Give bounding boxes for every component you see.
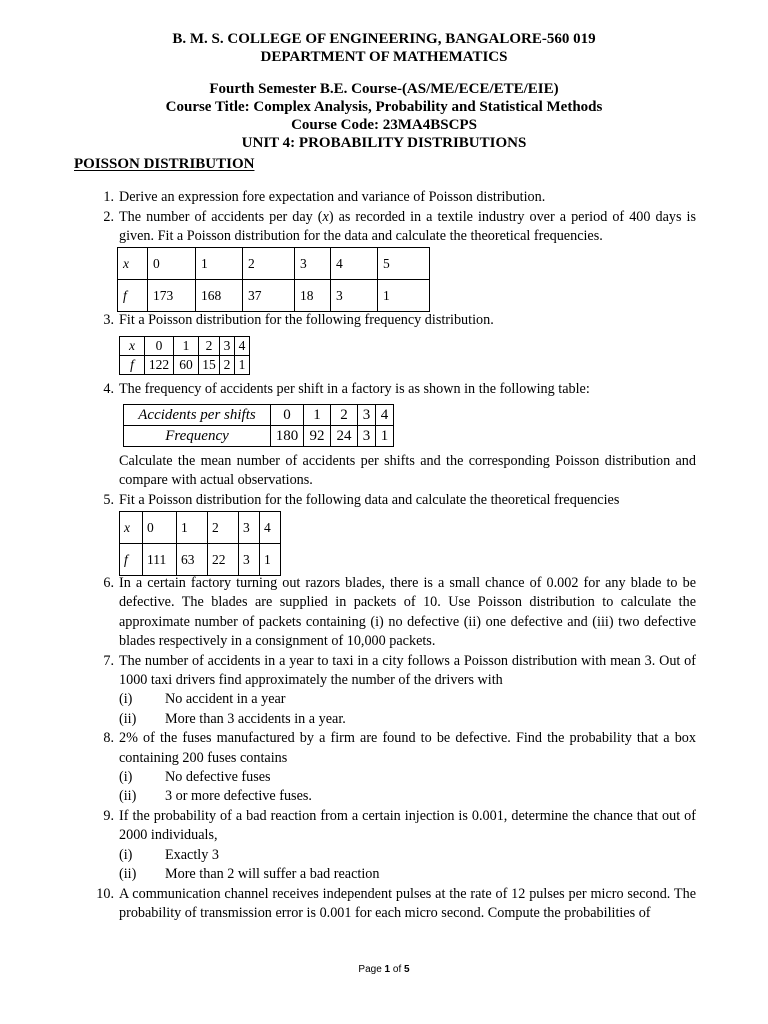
- table-cell: 4: [260, 512, 281, 544]
- question-10: [88, 885, 696, 924]
- table-cell: 1: [196, 248, 243, 280]
- table-cell: 1: [177, 512, 208, 544]
- page-footer: [0, 964, 768, 975]
- table-cell: 24: [331, 426, 358, 447]
- row-label-x: x: [120, 512, 143, 544]
- row-label-f: f: [120, 356, 145, 375]
- question-text: Fit a Poisson distribution for the following data and calculate the theoretical frequencies: [119, 492, 620, 508]
- table-cell: 1: [304, 405, 331, 426]
- row-label-f: f: [118, 280, 148, 312]
- unit-title: UNIT 4: PROBABILITY DISTRIBUTIONS: [241, 135, 527, 151]
- question-number: 1.: [103, 189, 114, 205]
- table-cell: 2: [199, 337, 220, 356]
- question-number: 7.: [103, 652, 114, 669]
- course-header: [0, 80, 768, 134]
- table-cell: 111: [143, 544, 177, 576]
- table-cell: 3: [239, 544, 260, 576]
- sub-item: (ii) 3 or more defective fuses.: [119, 788, 312, 805]
- table-cell: 18: [295, 280, 331, 312]
- college-name: B. M. S. COLLEGE OF ENGINEERING, BANGALORE-560 019: [172, 31, 596, 47]
- question-text: Calculate the mean number of accidents per shifts and the corresponding Poisson distribution and compare with actual observations.: [119, 453, 696, 489]
- table-row: [124, 426, 394, 447]
- row-label-frequency: Frequency: [124, 426, 271, 447]
- question-number: 8.: [103, 730, 114, 747]
- table-cell: 122: [145, 356, 174, 375]
- sub-item: (ii) More than 3 accidents in a year.: [119, 710, 346, 727]
- question-text: A communication channel receives independent pulses at the rate of 12 pulses per micro second. The probability of transmission error is 0.001 for each micro second. Compute the probabilities of: [119, 885, 696, 921]
- row-label-accidents: Accidents per shifts: [124, 405, 271, 426]
- table-cell: 0: [271, 405, 304, 426]
- table-cell: 1: [376, 426, 394, 447]
- semester-line: Fourth Semester B.E. Course-(AS/ME/ECE/ETE/EIE): [209, 81, 559, 97]
- table-cell: 92: [304, 426, 331, 447]
- table-row: [120, 512, 281, 544]
- table-cell: 173: [148, 280, 196, 312]
- page-total: 5: [404, 964, 410, 975]
- question-text-start: The number of accidents per day (: [119, 209, 323, 225]
- question-7: [88, 652, 696, 730]
- question-number: 5.: [103, 492, 114, 508]
- sub-item: (i) Exactly 3: [119, 846, 219, 863]
- sub-item: (i) No defective fuses: [119, 769, 271, 786]
- course-code: Course Code: 23MA4BSCPS: [291, 117, 477, 133]
- table-cell: 2: [220, 356, 235, 375]
- question-text: The number of accidents in a year to taxi in a city follows a Poisson distribution with mean 3. Out of 1000 taxi drivers find approximately the number of the drivers with: [119, 652, 696, 689]
- table-cell: 1: [174, 337, 199, 356]
- section-title: POISSON DISTRIBUTION: [74, 156, 255, 172]
- table-cell: 4: [331, 248, 378, 280]
- table-row: [120, 337, 250, 356]
- table-cell: 3: [358, 405, 376, 426]
- sub-item: (i) No accident in a year: [119, 691, 286, 708]
- table-cell: 3: [331, 280, 378, 312]
- question-number: 4.: [103, 381, 114, 397]
- table-cell: 0: [148, 248, 196, 280]
- question-8: [88, 729, 696, 807]
- question-6: [88, 574, 696, 652]
- table-row: [120, 544, 281, 576]
- table-cell: 1: [260, 544, 281, 576]
- table-cell: 4: [235, 337, 250, 356]
- table-row: [120, 356, 250, 375]
- questions-6-to-10: [88, 574, 696, 923]
- table-cell: 22: [208, 544, 239, 576]
- table-cell: 0: [145, 337, 174, 356]
- page-number: 1: [384, 964, 391, 975]
- table-cell: 1: [378, 280, 430, 312]
- table-cell: 3: [239, 512, 260, 544]
- table-cell: 63: [177, 544, 208, 576]
- course-title: Course Title: Complex Analysis, Probability and Statistical Methods: [165, 99, 603, 115]
- question-4: [88, 380, 696, 399]
- question-1: [88, 188, 696, 207]
- question-number: 2.: [103, 209, 114, 225]
- table-cell: 60: [174, 356, 199, 375]
- row-label-x: x: [118, 248, 148, 280]
- question-number: 10.: [96, 885, 114, 902]
- department-name: DEPARTMENT OF MATHEMATICS: [260, 49, 508, 65]
- q4-frequency-table: [123, 404, 394, 447]
- table-row: [124, 405, 394, 426]
- question-text: Derive an expression fore expectation and variance of Poisson distribution.: [119, 189, 546, 205]
- table-cell: 2: [331, 405, 358, 426]
- question-text: In a certain factory turning out razors blades, there is a small chance of 0.002 for any blade to be defective. The blades are supplied in packets of 10. Use Poisson distribution to calculate the approximate number of packets containing (i) no defective (ii) one defective and (iii) two defective blades respectively in a consignment of 10,000 packets.: [119, 575, 696, 650]
- table-cell: 2: [243, 248, 295, 280]
- table-cell: 1: [235, 356, 250, 375]
- question-number: 6.: [103, 575, 114, 591]
- college-header: [0, 30, 768, 66]
- sub-item: (ii) More than 2 will suffer a bad reaction: [119, 866, 380, 883]
- variable-x: x: [322, 209, 329, 225]
- table-cell: 37: [243, 280, 295, 312]
- question-number: 9.: [103, 807, 114, 824]
- table-cell: 180: [271, 426, 304, 447]
- table-row: [118, 280, 430, 312]
- question-2: [88, 208, 696, 247]
- question-text: 2% of the fuses manufactured by a firm are found to be defective. Find the probability that a box containing 200 fuses contains: [119, 730, 696, 766]
- question-9: [88, 807, 696, 885]
- question-text: Fit a Poisson distribution for the following frequency distribution.: [119, 312, 494, 328]
- q3-frequency-table: [119, 336, 250, 375]
- question-number: 3.: [103, 312, 114, 328]
- table-cell: 2: [208, 512, 239, 544]
- table-cell: 5: [378, 248, 430, 280]
- question-3: [88, 311, 696, 330]
- question-text: If the probability of a bad reaction from a certain injection is 0.001, determine the chance that out of 2000 individuals,: [119, 807, 696, 844]
- of-word: of: [392, 964, 402, 975]
- table-cell: 4: [376, 405, 394, 426]
- row-label-f: f: [120, 544, 143, 576]
- question-text-end: ) as recorded in a textile industry over a period of 400 days is given. Fit a Poisson distribution for the data and calculate the theoretical frequencies.: [119, 209, 696, 245]
- page-word: Page: [358, 964, 382, 975]
- q5-frequency-table: [119, 511, 281, 576]
- table-cell: 3: [220, 337, 235, 356]
- table-cell: 0: [143, 512, 177, 544]
- table-cell: 15: [199, 356, 220, 375]
- table-cell: 168: [196, 280, 243, 312]
- table-cell: 3: [358, 426, 376, 447]
- q2-frequency-table: [117, 247, 430, 312]
- question-text: The frequency of accidents per shift in a factory is as shown in the following table:: [119, 381, 590, 397]
- question-5: [88, 491, 696, 510]
- table-cell: 3: [295, 248, 331, 280]
- table-row: [118, 248, 430, 280]
- row-label-x: x: [120, 337, 145, 356]
- unit-title-block: [0, 134, 768, 152]
- question-4-followup: [88, 452, 696, 491]
